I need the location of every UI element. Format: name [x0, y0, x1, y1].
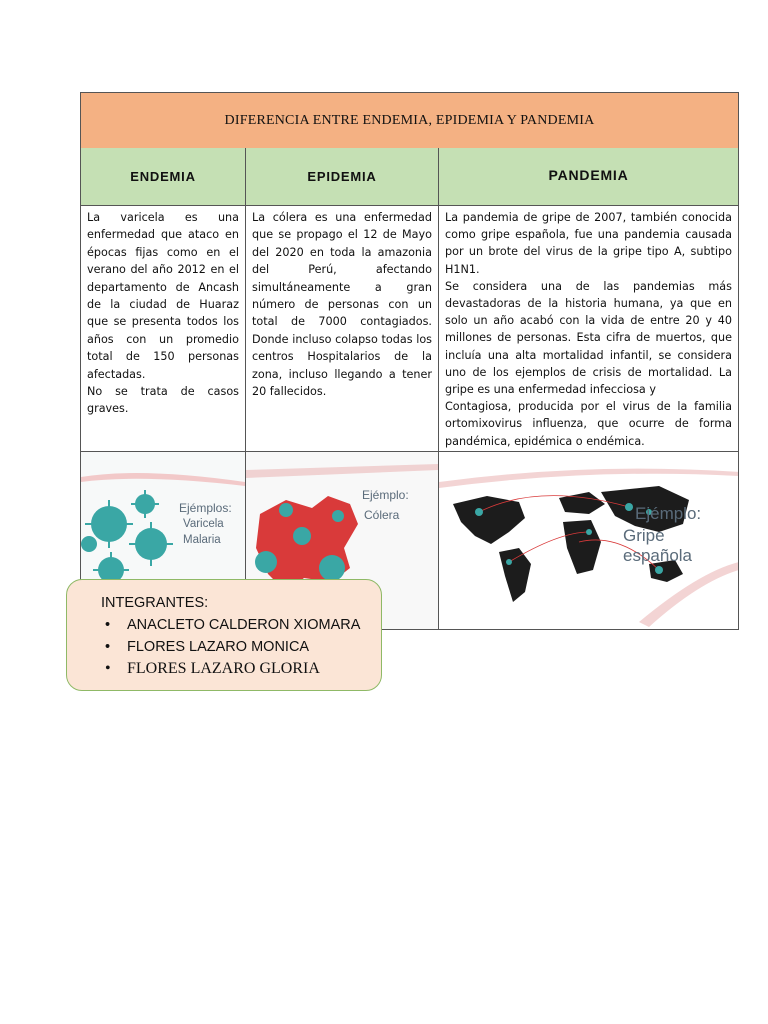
table-title: DIFERENCIA ENTRE ENDEMIA, EPIDEMIA Y PANDEMIA — [81, 93, 738, 149]
pandemia-example-image — [438, 452, 738, 629]
members-title: INTEGRANTES: — [101, 595, 209, 611]
pandemia-paragraph: Se considera una de las pandemias más devastadoras de la historia humana, ya que en solo un año acabó con la vida de entre 20 y 40 millones de personas. Esta cifra de muertos, que incluía una alta mortalidad infantil, se considera uno de los ejemplos de crisis de mortalidad. La gripe es una enfermedad infecciosa y — [445, 279, 732, 397]
header-pandemia: PANDEMIA — [438, 148, 738, 206]
member-item — [105, 636, 360, 658]
member-item — [105, 658, 360, 680]
comparison-table — [80, 92, 739, 630]
pandemia-paragraph: La pandemia de gripe de 2007, también conocida como gripe española, fue una pandemia causada por un brote del virus de la gripe tipo A, subtipo H1N1. — [445, 211, 732, 276]
member-name: FLORES LAZARO MONICA — [127, 639, 310, 655]
member-name: ANACLETO CALDERON XIOMARA — [127, 617, 361, 633]
example-disease: Cólera — [364, 508, 400, 522]
members-list — [105, 614, 360, 680]
endemia-paragraph: No se trata de casos graves. — [87, 385, 239, 416]
pandemia-description — [438, 206, 738, 452]
epidemia-description — [245, 206, 438, 452]
example-label: Ejémplo: — [635, 504, 702, 523]
example-disease: Varicela — [183, 518, 224, 530]
members-box — [66, 579, 382, 691]
bullet: • — [105, 660, 111, 677]
bullet: • — [105, 617, 111, 633]
pandemia-paragraph: Contagiosa, producida por el virus de la familia ortomixovirus influenza, que ocurre de forma pandémica, epidémica o endémica. — [445, 400, 732, 448]
member-item — [105, 614, 360, 636]
header-epidemia: EPIDEMIA — [245, 148, 438, 206]
member-name: FLORES LAZARO GLORIA — [127, 660, 320, 677]
endemia-description — [81, 206, 245, 452]
example-disease: Malaria — [183, 534, 221, 546]
example-label: Ejémplo: — [362, 488, 409, 502]
header-endemia: ENDEMIA — [81, 148, 245, 206]
example-label: Ejémplos: — [179, 501, 232, 515]
example-disease: Gripe española — [623, 526, 693, 565]
bullet: • — [105, 639, 111, 655]
endemia-paragraph: La varicela es una enfermedad que ataco en épocas fijas como en el verano del año 2012 en el departamento de Ancash de la ciudad de Huaraz que se presenta todos los años con un promedio total de 150 personas afectadas. — [87, 211, 239, 381]
epidemia-paragraph: La cólera es una enfermedad que se propago el 12 de Mayo del 2020 en toda la amazonia del Perú, afectando simultáneamente a gran número de personas con un total de 7000 contagiados. Donde incluso colapso todas los centros Hospitalarios de la zona, incluso llegando a tener 20 fallecidos. — [252, 211, 432, 399]
